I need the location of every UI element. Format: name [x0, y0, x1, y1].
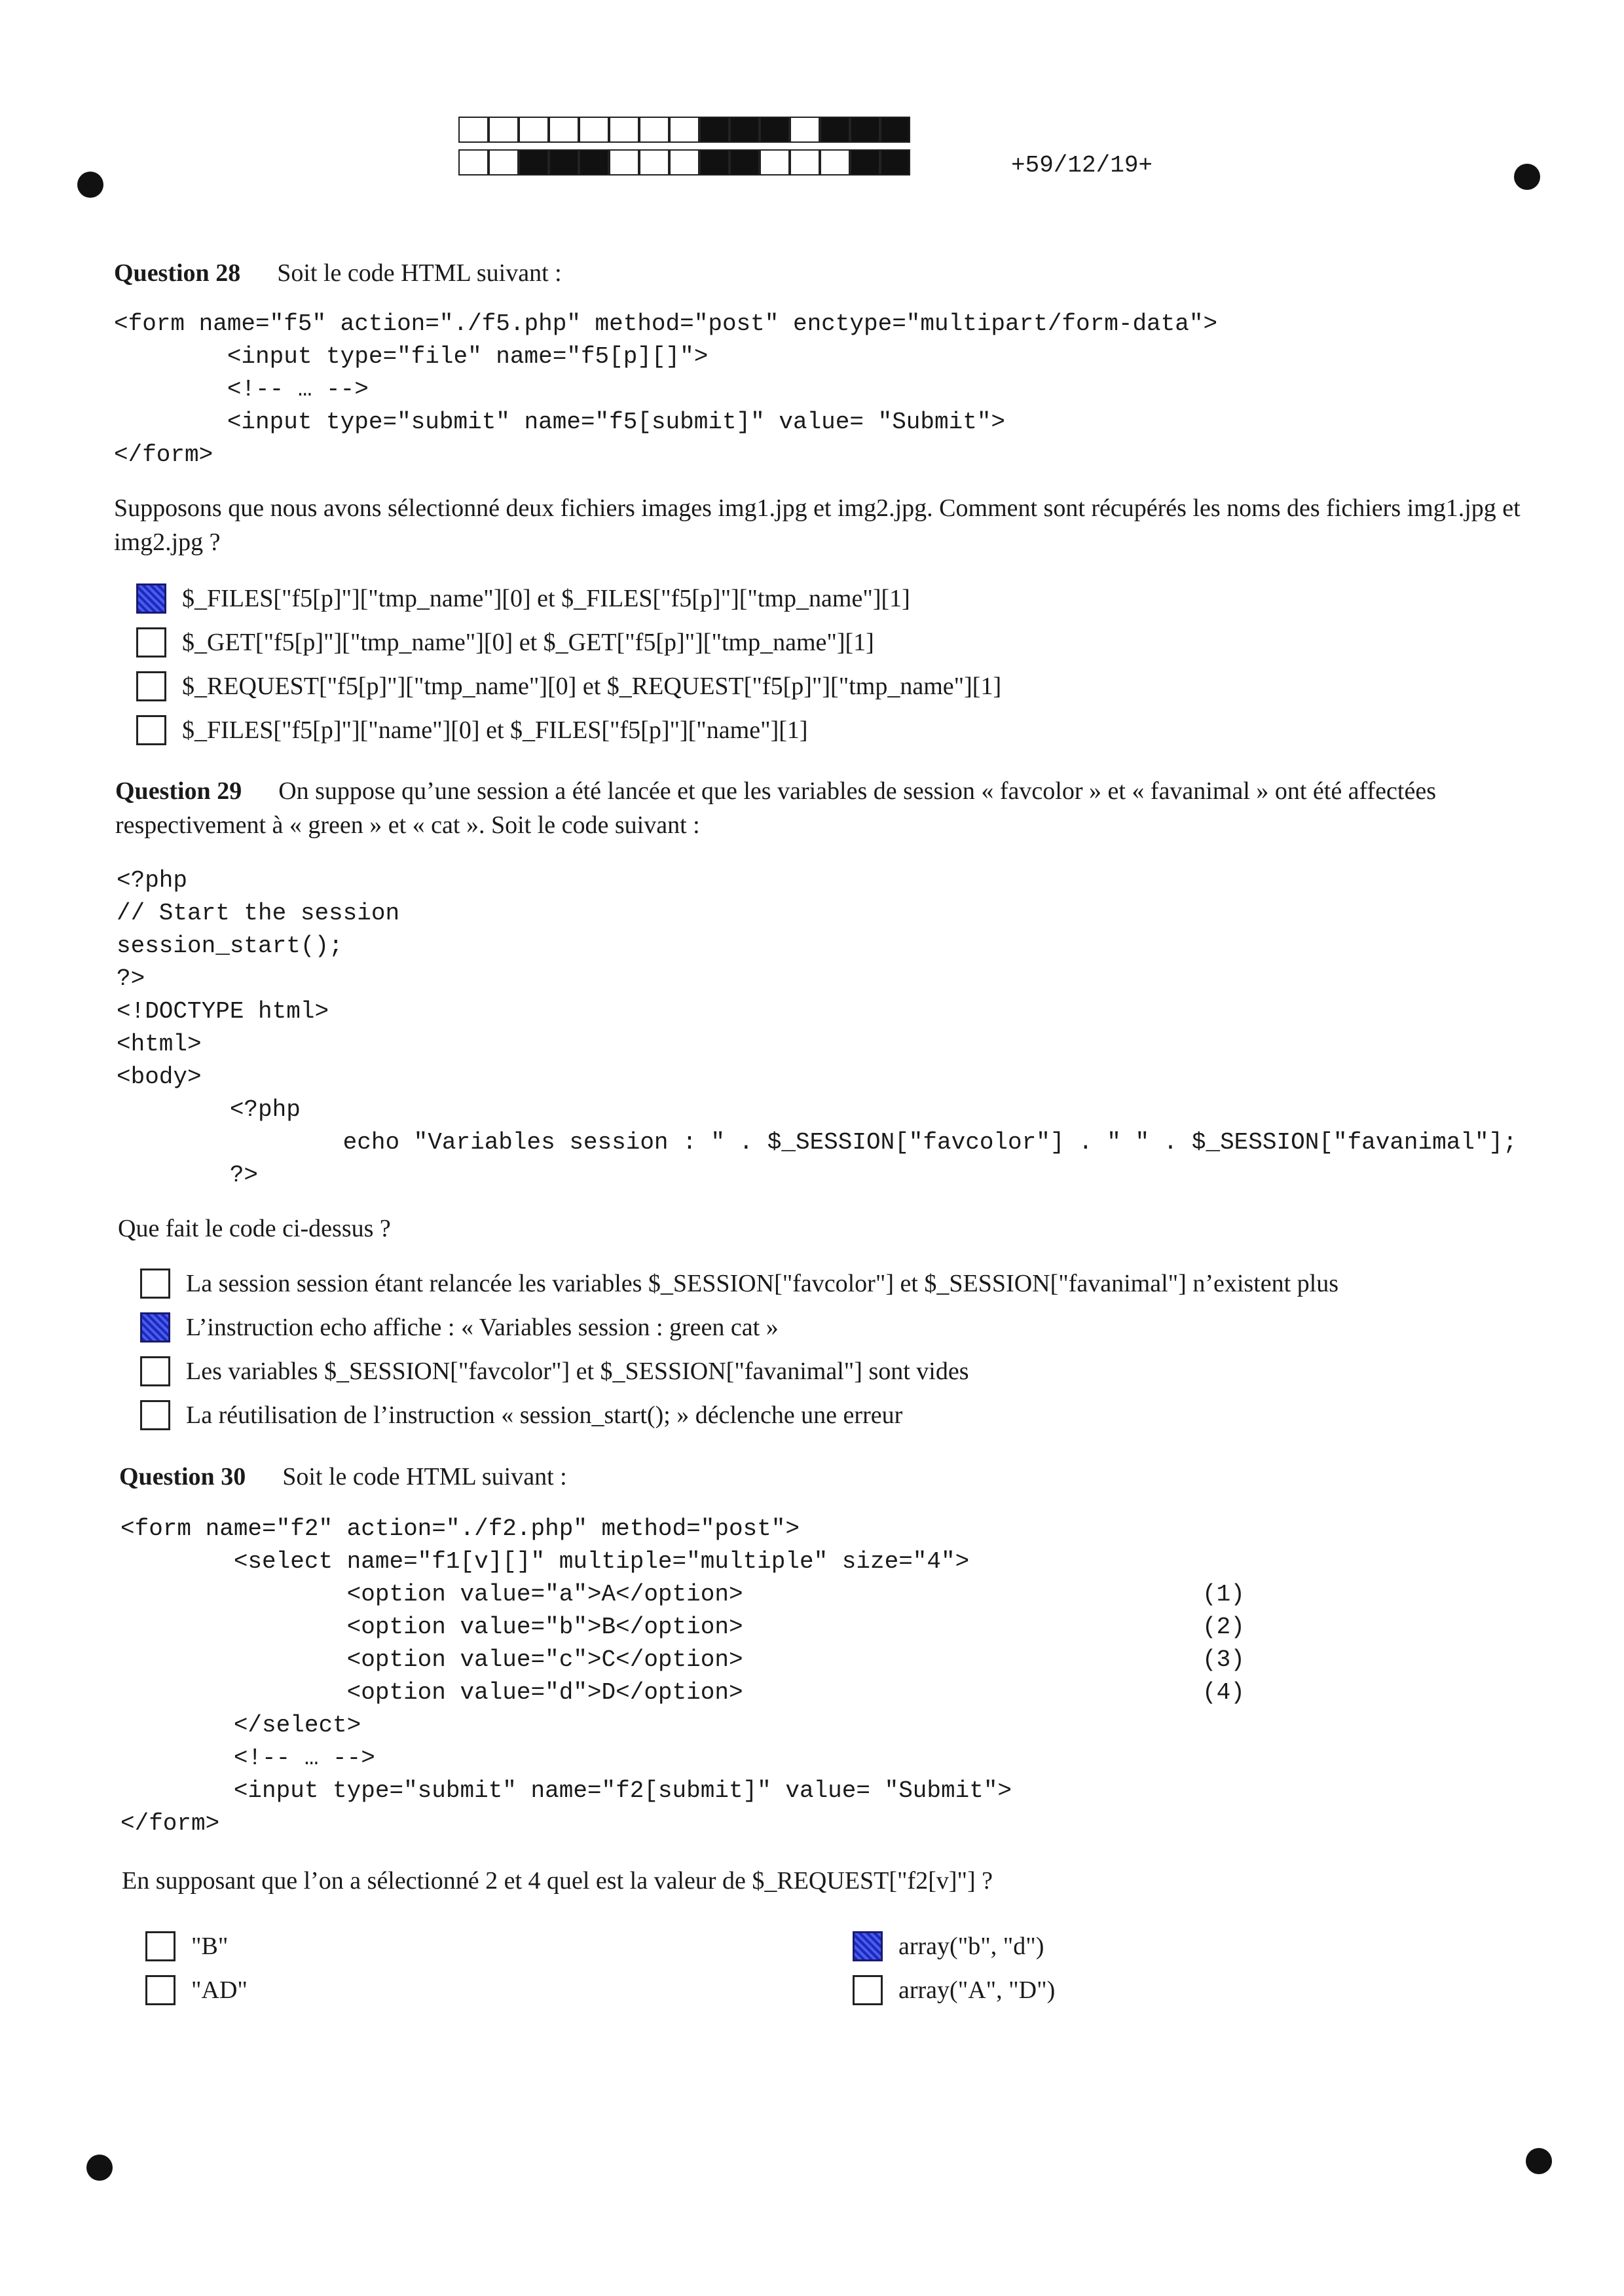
barcode-cell: [609, 149, 639, 176]
answer-label: $_GET["f5[p]"]["tmp_name"][0] et $_GET["f5[p]"]["tmp_name"][1]: [182, 628, 874, 656]
answer-label: La réutilisation de l’instruction « session_start(); » déclenche une erreur: [186, 1401, 903, 1429]
barcode-cell: [790, 117, 820, 143]
question-30-code: <form name="f2" action="./f2.php" method="post"> <select name="f1[v][]" multiple="multiple" size="4"> <option value="a">A</option> <option value="b">B</option> <option value="c">C</option> <option value="d">D</option> </select> <!-- … --> <input type="submit" name="f2[submit]" value= "Submit"> </form>: [120, 1515, 1012, 1837]
registration-mark-top-right: [1514, 164, 1540, 190]
registration-mark-top-left: [77, 172, 103, 198]
barcode-cell: [579, 117, 609, 143]
barcode-cell: [489, 149, 519, 176]
answer-choice[interactable]: [140, 1261, 1338, 1305]
question-28-choices: [136, 576, 1001, 752]
page-id: +59/12/19+: [1011, 152, 1153, 179]
page-barcode: [458, 117, 910, 182]
answer-choice[interactable]: [145, 1968, 248, 2012]
checkbox[interactable]: [136, 715, 166, 745]
question-28-intro: Soit le code HTML suivant :: [277, 259, 562, 287]
barcode-row: [458, 117, 910, 143]
question-28-label: Question 28: [114, 259, 241, 287]
answer-label: Les variables $_SESSION["favcolor"] et $_SESSION["favanimal"] sont vides: [186, 1357, 969, 1385]
question-30-line-numbers: (1) (2) (3) (4): [1202, 1581, 1245, 1706]
barcode-cell: [699, 149, 729, 176]
checkbox[interactable]: [136, 671, 166, 701]
question-28-header: [114, 257, 562, 289]
question-29-header: [115, 774, 1523, 842]
checkbox[interactable]: [853, 1975, 883, 2005]
barcode-cell: [729, 117, 760, 143]
checkbox[interactable]: [145, 1975, 175, 2005]
barcode-cell: [760, 149, 790, 176]
barcode-cell: [519, 149, 549, 176]
answer-label: $_FILES["f5[p]"]["tmp_name"][0] et $_FILES["f5[p]"]["tmp_name"][1]: [182, 584, 910, 612]
question-30-text: En supposant que l’on a sélectionné 2 et 4 quel est la valeur de $_REQUEST["f2[v]"] ?: [122, 1867, 993, 1895]
registration-mark-bottom-right: [1526, 2148, 1552, 2174]
barcode-cell: [639, 117, 669, 143]
barcode-cell: [549, 149, 579, 176]
answer-label: $_FILES["f5[p]"]["name"][0] et $_FILES["f5[p]"]["name"][1]: [182, 716, 808, 744]
checkbox[interactable]: [136, 627, 166, 657]
barcode-cell: [790, 149, 820, 176]
answer-label: La session session étant relancée les variables $_SESSION["favcolor"] et $_SESSION["favanimal"] n’existent plus: [186, 1269, 1339, 1297]
barcode-cell: [579, 149, 609, 176]
barcode-cell: [669, 149, 699, 176]
answer-label: L’instruction echo affiche : « Variables session : green cat »: [186, 1313, 779, 1341]
checkbox[interactable]: [140, 1400, 170, 1430]
barcode-cell: [669, 117, 699, 143]
question-29-text: Que fait le code ci-dessus ?: [118, 1215, 391, 1242]
answer-choice[interactable]: [140, 1349, 1338, 1393]
barcode-cell: [850, 117, 880, 143]
barcode-cell: [489, 117, 519, 143]
checkbox-checked[interactable]: [140, 1312, 170, 1342]
question-29-choices: [140, 1261, 1338, 1437]
question-28-code: <form name="f5" action="./f5.php" method="post" enctype="multipart/form-data"> <input type="file" name="f5[p][]"> <!-- … --> <input type="submit" name="f5[submit]" value= "Submit"> </form>: [114, 310, 1218, 468]
answer-choice[interactable]: [853, 1924, 1055, 1968]
barcode-cell: [850, 149, 880, 176]
question-30-label: Question 30: [119, 1463, 246, 1491]
barcode-cell: [458, 117, 489, 143]
answer-label: $_REQUEST["f5[p]"]["tmp_name"][0] et $_REQUEST["f5[p]"]["tmp_name"][1]: [182, 672, 1002, 700]
question-29-label: Question 29: [115, 777, 242, 805]
checkbox[interactable]: [145, 1931, 175, 1961]
barcode-cell: [820, 117, 850, 143]
answer-label: array("A", "D"): [898, 1976, 1056, 2004]
barcode-cell: [549, 117, 579, 143]
answer-choice[interactable]: [145, 1924, 248, 1968]
checkbox[interactable]: [140, 1268, 170, 1299]
answer-label: "B": [191, 1932, 229, 1960]
answer-choice[interactable]: [136, 576, 1001, 620]
barcode-cell: [760, 117, 790, 143]
answer-choice[interactable]: [136, 620, 1001, 664]
barcode-cell: [820, 149, 850, 176]
barcode-cell: [729, 149, 760, 176]
question-29-intro: On suppose qu’une session a été lancée et que les variables de session « favcolor » et « favanimal » ont été affectées respectivement à « green » et « cat ». Soit le code suivant :: [115, 777, 1436, 839]
answer-choice[interactable]: [853, 1968, 1055, 2012]
answer-choice[interactable]: [136, 708, 1001, 752]
question-30-intro: Soit le code HTML suivant :: [282, 1463, 567, 1491]
answer-choice[interactable]: [136, 664, 1001, 708]
barcode-cell: [609, 117, 639, 143]
question-30-choices-left: [145, 1924, 248, 2012]
barcode-cell: [519, 117, 549, 143]
answer-label: "AD": [191, 1976, 248, 2004]
registration-mark-bottom-left: [86, 2155, 113, 2181]
answer-choice[interactable]: [140, 1393, 1338, 1437]
barcode-row: [458, 149, 910, 176]
answer-label: array("b", "d"): [898, 1932, 1044, 1960]
question-30-choices-right: [853, 1924, 1055, 2012]
barcode-cell: [639, 149, 669, 176]
barcode-cell: [880, 149, 910, 176]
question-29-code: <?php // Start the session session_start(); ?> <!DOCTYPE html> <html> <body> <?php echo "Variables session : " . $_SESSION["favcolor"] . " " . $_SESSION["favanimal"]; ?>: [117, 867, 1517, 1189]
question-28-text: Supposons que nous avons sélectionné deux fichiers images img1.jpg et img2.jpg. Comment sont récupérés les noms des fichiers img1.jpg et img2.jpg ?: [114, 494, 1521, 556]
barcode-cell: [699, 117, 729, 143]
barcode-cell: [880, 117, 910, 143]
checkbox-checked[interactable]: [136, 583, 166, 614]
checkbox[interactable]: [140, 1356, 170, 1386]
checkbox-checked[interactable]: [853, 1931, 883, 1961]
answer-choice[interactable]: [140, 1305, 1338, 1349]
question-30-header: [119, 1460, 567, 1493]
barcode-cell: [458, 149, 489, 176]
